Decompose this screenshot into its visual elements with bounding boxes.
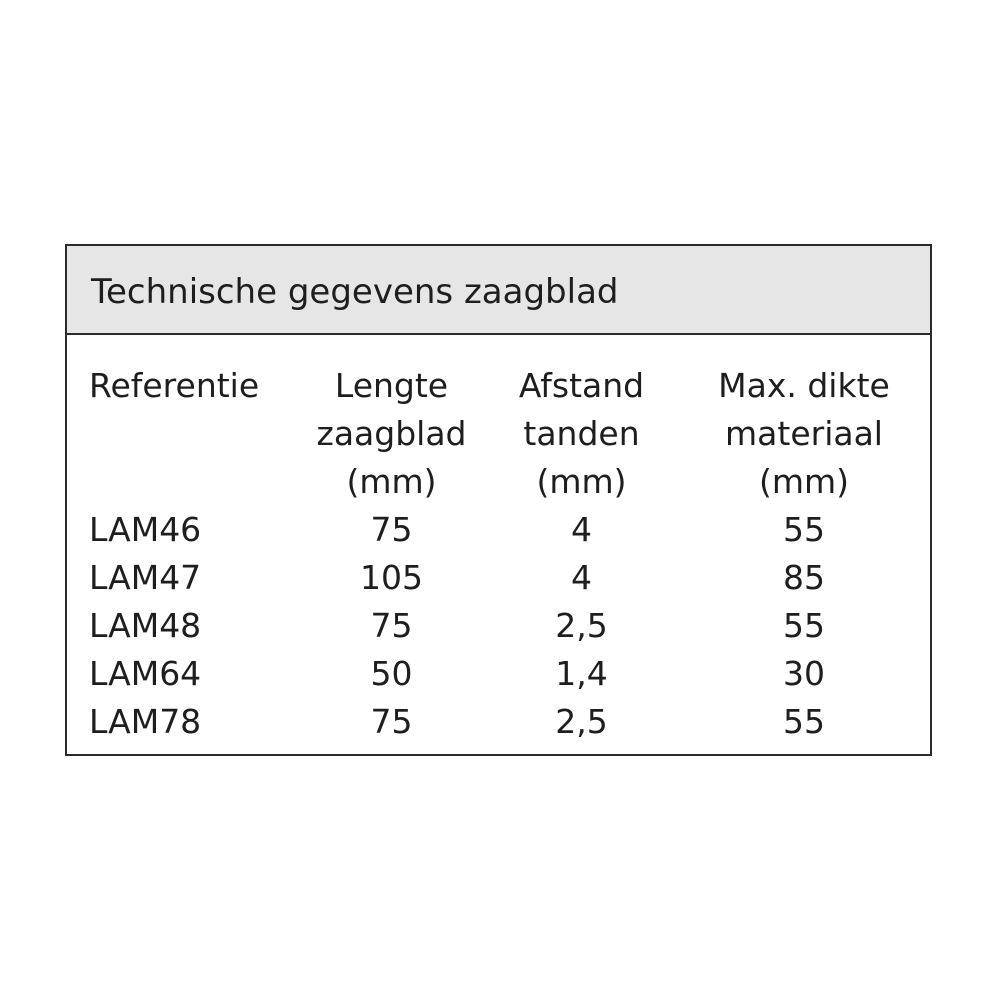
column-header-line: (mm): [536, 462, 627, 501]
column-header-line: (mm): [346, 462, 437, 501]
cell-afstand: 4: [571, 558, 592, 597]
table-row: [89, 554, 929, 602]
cell-max-dikte: 30: [783, 654, 825, 693]
column-header-line: (mm): [758, 462, 850, 501]
column-header-line: materiaal: [725, 414, 883, 453]
cell-referentie: LAM64: [89, 654, 202, 693]
column-header-row: [89, 362, 929, 506]
column-header-line: Lengte: [334, 366, 449, 405]
column-header-line: Max. dikte: [718, 366, 890, 405]
cell-max-dikte: 55: [783, 606, 825, 645]
column-header-afstand-tanden: [484, 362, 679, 506]
cell-max-dikte: 55: [783, 702, 825, 741]
column-header-line: zaagblad: [316, 414, 467, 453]
spec-table-header: [67, 246, 930, 335]
cell-max-dikte: 85: [783, 558, 825, 597]
cell-afstand: 1,4: [555, 654, 608, 693]
cell-referentie: LAM48: [89, 606, 202, 645]
column-header-referentie: [89, 362, 299, 506]
cell-referentie: LAM46: [89, 510, 202, 549]
cell-afstand: 2,5: [555, 702, 608, 741]
table-row: [89, 506, 929, 554]
column-header-max-dikte-materiaal: [679, 362, 929, 506]
column-header-lengte-zaagblad: [299, 362, 484, 506]
cell-referentie: LAM78: [89, 702, 202, 741]
spec-table: [89, 362, 929, 746]
cell-lengte: 75: [370, 702, 413, 741]
cell-lengte: 75: [370, 606, 413, 645]
table-row: [89, 602, 929, 650]
column-header-line: Afstand: [518, 366, 645, 405]
cell-referentie: LAM47: [89, 558, 202, 597]
cell-lengte: 105: [360, 558, 423, 597]
cell-afstand: 2,5: [555, 606, 608, 645]
spec-table-title: Technische gegevens zaagblad: [91, 271, 619, 312]
table-row: [89, 650, 929, 698]
column-header-line: tanden: [523, 414, 640, 453]
table-row: [89, 698, 929, 746]
spec-table-panel: [65, 244, 932, 756]
column-header-line: Referentie: [89, 366, 260, 405]
cell-lengte: 75: [370, 510, 413, 549]
cell-lengte: 50: [370, 654, 413, 693]
cell-afstand: 4: [571, 510, 592, 549]
cell-max-dikte: 55: [783, 510, 825, 549]
